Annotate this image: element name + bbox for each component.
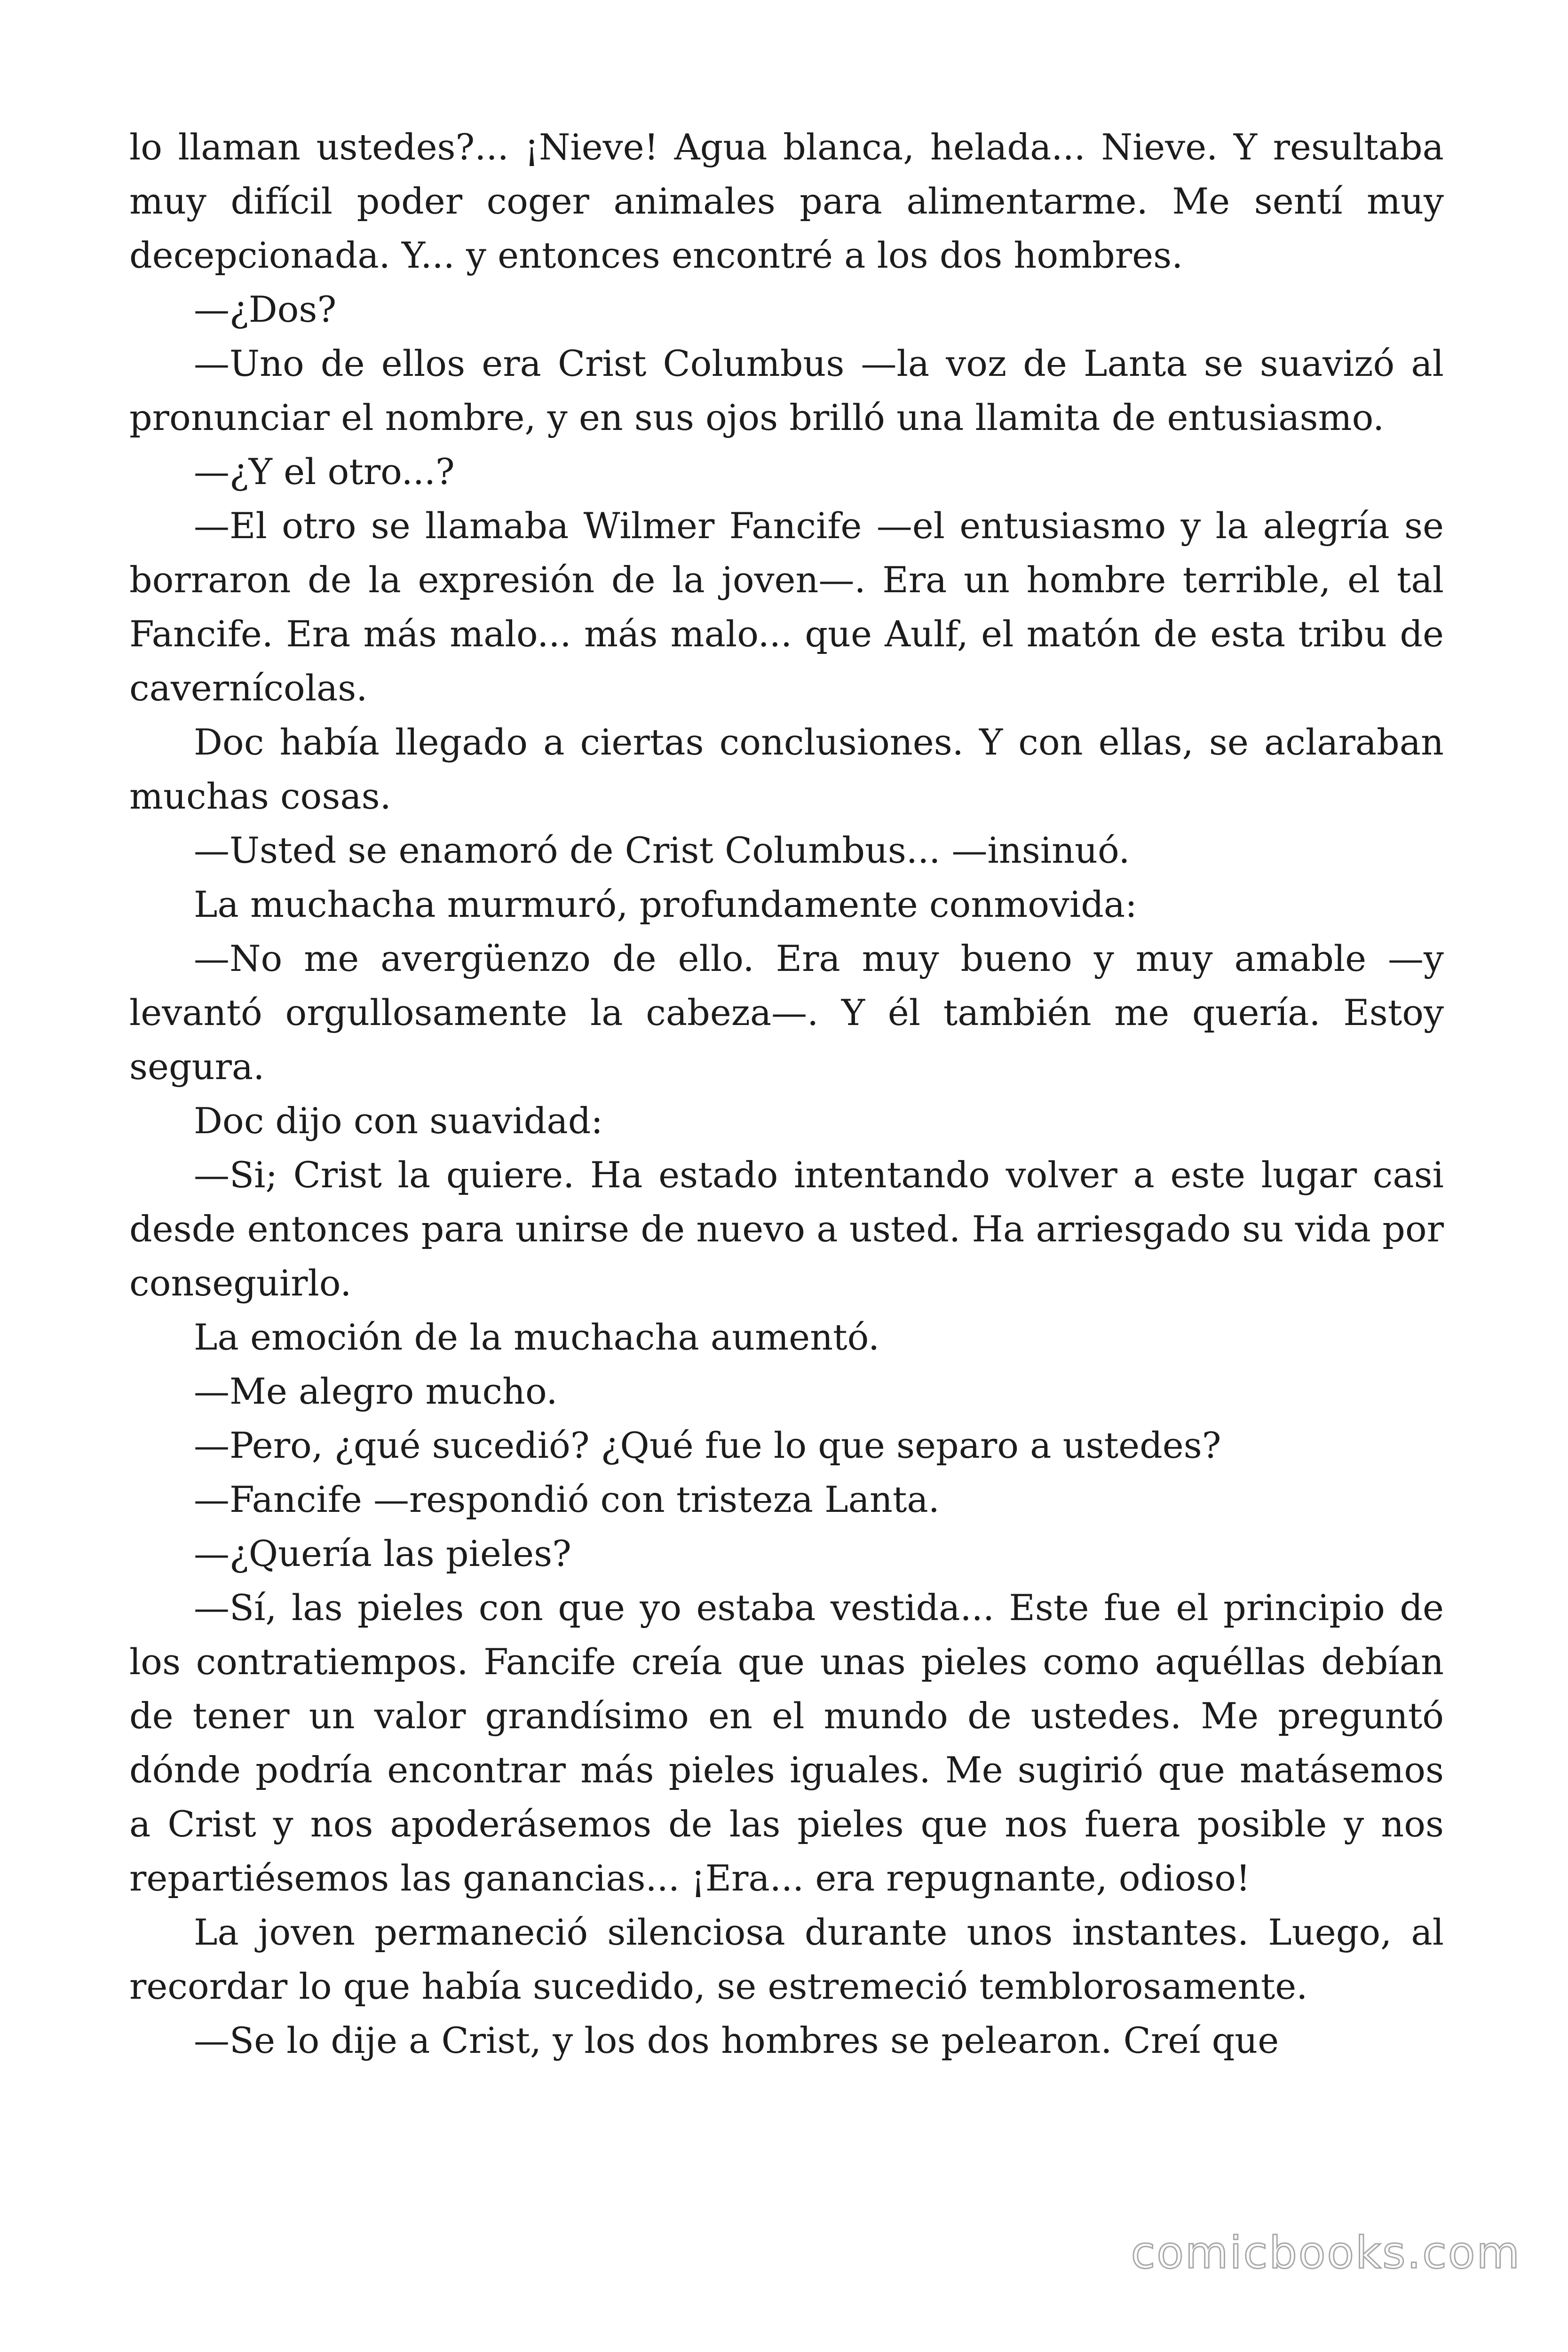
- paragraph: —Si; Crist la quiere. Ha estado intentando volver a este lugar casi desde entonces para unirse de nuevo a usted. Ha arriesgado su vida por conseguirlo.: [129, 1154, 1444, 1304]
- paragraph: lo llaman ustedes?... ¡Nieve! Agua blanca, helada... Nieve. Y resultaba muy difícil poder coger animales para alimentarme. Me sentí muy decepcionada. Y... y entonces encontré a los dos hombres.: [129, 126, 1444, 276]
- watermark: comicbooks.com: [1131, 2227, 1521, 2279]
- paragraph: —Pero, ¿qué sucedió? ¿Qué fue lo que separo a ustedes?: [194, 1424, 1221, 1466]
- paragraph: —Fancife —respondió con tristeza Lanta.: [194, 1478, 940, 1520]
- paragraph: —Usted se enamoró de Crist Columbus... —insinuó.: [194, 829, 1130, 871]
- paragraph: —¿Dos?: [194, 288, 337, 330]
- paragraph: Doc había llegado a ciertas conclusiones. Y con ellas, se aclaraban muchas cosas.: [129, 721, 1444, 817]
- paragraph: —Sí, las pieles con que yo estaba vestida... Este fue el principio de los contratiempos. Fancife creía que unas pieles como aquéllas debían de tener un valor grandísimo en el mundo de ustedes. Me preguntó dónde podría encontrar más pieles iguales. Me sugirió que matásemos a Crist y nos apoderásemos de las pieles que nos fuera posible y nos repartiésemos las ganancias... ¡Era... era repugnante, odioso!: [129, 1587, 1444, 1899]
- paragraph: —Uno de ellos era Crist Columbus —la voz de Lanta se suavizó al pronunciar el nombre, y en sus ojos brilló una llamita de entusiasmo.: [129, 342, 1444, 438]
- paragraph: Doc dijo con suavidad:: [194, 1100, 603, 1142]
- paragraph: —El otro se llamaba Wilmer Fancife —el entusiasmo y la alegría se borraron de la expresión de la joven—. Era un hombre terrible, el tal Fancife. Era más malo... más malo... que Aulf, el matón de esta tribu de cavernícolas.: [129, 505, 1444, 709]
- paragraph: —¿Quería las pieles?: [194, 1533, 571, 1574]
- paragraph: —No me avergüenzo de ello. Era muy bueno y muy amable —y levantó orgullosamente la cabeza—. Y él también me quería. Estoy segura.: [129, 938, 1444, 1088]
- paragraph: La joven permaneció silenciosa durante unos instantes. Luego, al recordar lo que había sucedido, se estremeció temblorosamente.: [129, 1911, 1444, 2007]
- paragraph: —Me alegro mucho.: [194, 1370, 558, 1412]
- paragraph: La emoción de la muchacha aumentó.: [194, 1316, 880, 1358]
- page-text: [129, 120, 1444, 2067]
- paragraph: La muchacha murmuró, profundamente conmovida:: [194, 883, 1137, 925]
- paragraph: —¿Y el otro...?: [194, 451, 455, 493]
- paragraph: —Se lo dije a Crist, y los dos hombres se pelearon. Creí que: [194, 2019, 1279, 2061]
